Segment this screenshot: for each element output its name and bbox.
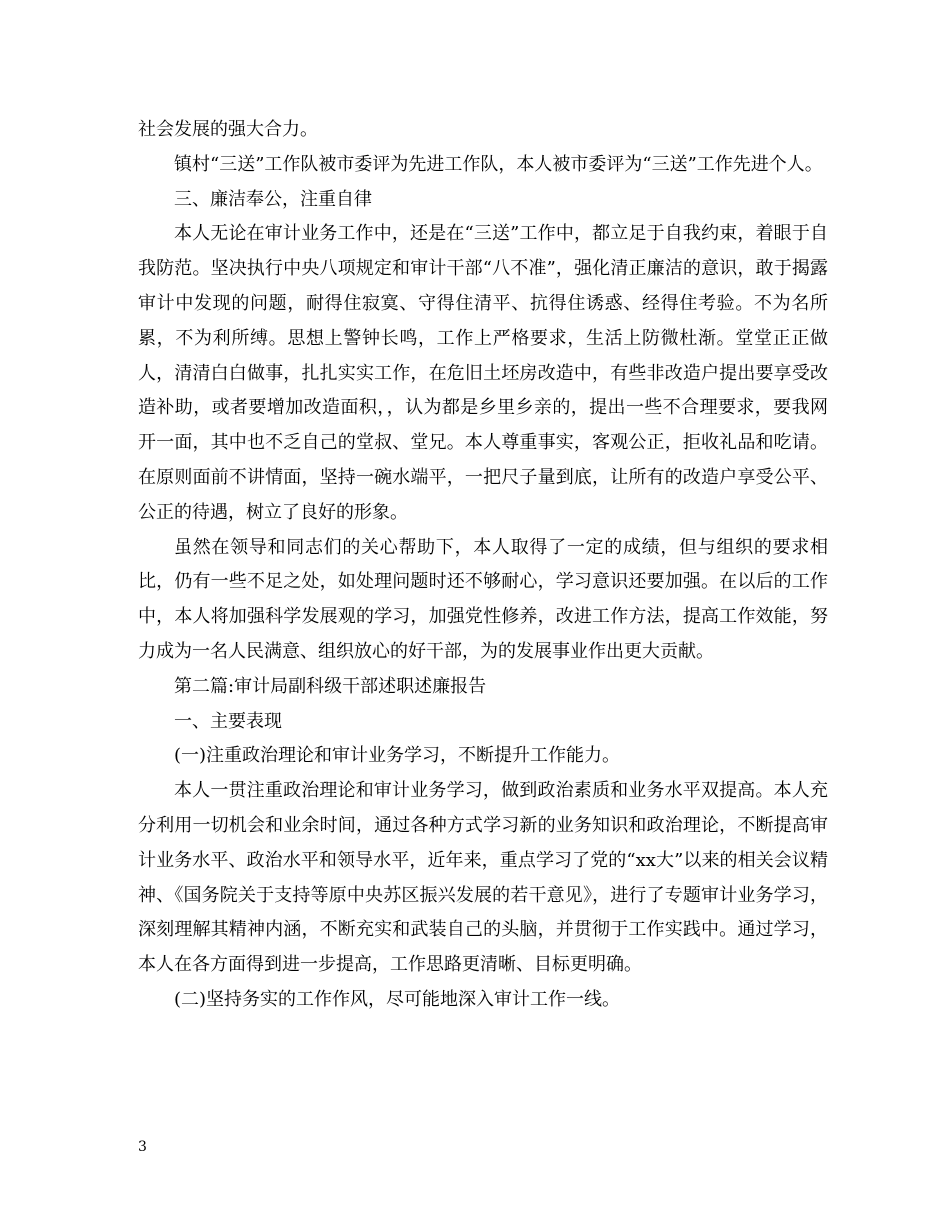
paragraph: 虽然在领导和同志们的关心帮助下，本人取得了一定的成绩，但与组织的要求相比，仍有一些不足之处，如处理问题时还不够耐心，学习意识还要加强。在以后的工作中，本人将加强科学发展观的学习，加强党性修养，改进工作方法，提高工作效能，努力成为一名人民满意、组织放心的好干部，为的发展事业作出更大贡献。 [138, 536, 828, 662]
subsection-heading: (一)注重政治理论和审计业务学习，不断提升工作能力。 [174, 745, 621, 767]
paragraph: 本人一贯注重政治理论和审计业务学习，做到政治素质和业务水平双提高。本人充分利用一切机会和业余时间，通过各种方式学习新的业务知识和政治理论，不断提高审计业务水平、政治水平和领导水平，近年来，重点学习了党的“xx大”以来的相关会议精神、《国务院关于支持等原中央苏区振兴发展的若干意见》，进行了专题审计业务学习，深刻理解其精神内涵，不断充实和武装自己的头脑，并贯彻于工作实践中。通过学习，本人在各方面得到进一步提高，工作思路更清晰、目标更明确。 [138, 780, 828, 976]
subsection-heading: (二)坚持务实的工作作风，尽可能地深入审计工作一线。 [174, 988, 621, 1010]
page-number: 3 [138, 1139, 147, 1155]
document-body [138, 113, 828, 1018]
paragraph: 本人无论在审计业务工作中，还是在“三送”工作中，都立足于自我约束，着眼于自我防范。坚决执行中央八项规定和审计干部“八不准”，强化清正廉洁的意识，敢于揭露审计中发现的问题，耐得住寂寞、守得住清平、抗得住诱惑、经得住考验。不为名所累，不为利所缚。思想上警钟长鸣，工作上严格要求，生活上防微杜渐。堂堂正正做人，清清白白做事，扎扎实实工作，在危旧土坯房改造中，有些非改造户提出要享受改造补助，或者要增加改造面积，，认为都是乡里乡亲的，提出一些不合理要求，要我网开一面，其中也不乏自己的堂叔、堂兄。本人尊重事实，客观公正，拒收礼品和吃请。在原则面前不讲情面，坚持一碗水端平，一把尺子量到底，让所有的改造户享受公平、公正的待遇，树立了良好的形象。 [138, 223, 828, 523]
section-heading: 一、主要表现 [174, 710, 282, 732]
chapter-title: 第二篇:审计局副科级干部述职述廉报告 [174, 675, 487, 697]
paragraph: 镇村“三送”工作队被市委评为先进工作队，本人被市委评为“三送”工作先进个人。 [174, 153, 823, 175]
paragraph: 社会发展的强大合力。 [138, 119, 318, 140]
section-heading: 三、廉洁奉公，注重自律 [174, 188, 372, 210]
